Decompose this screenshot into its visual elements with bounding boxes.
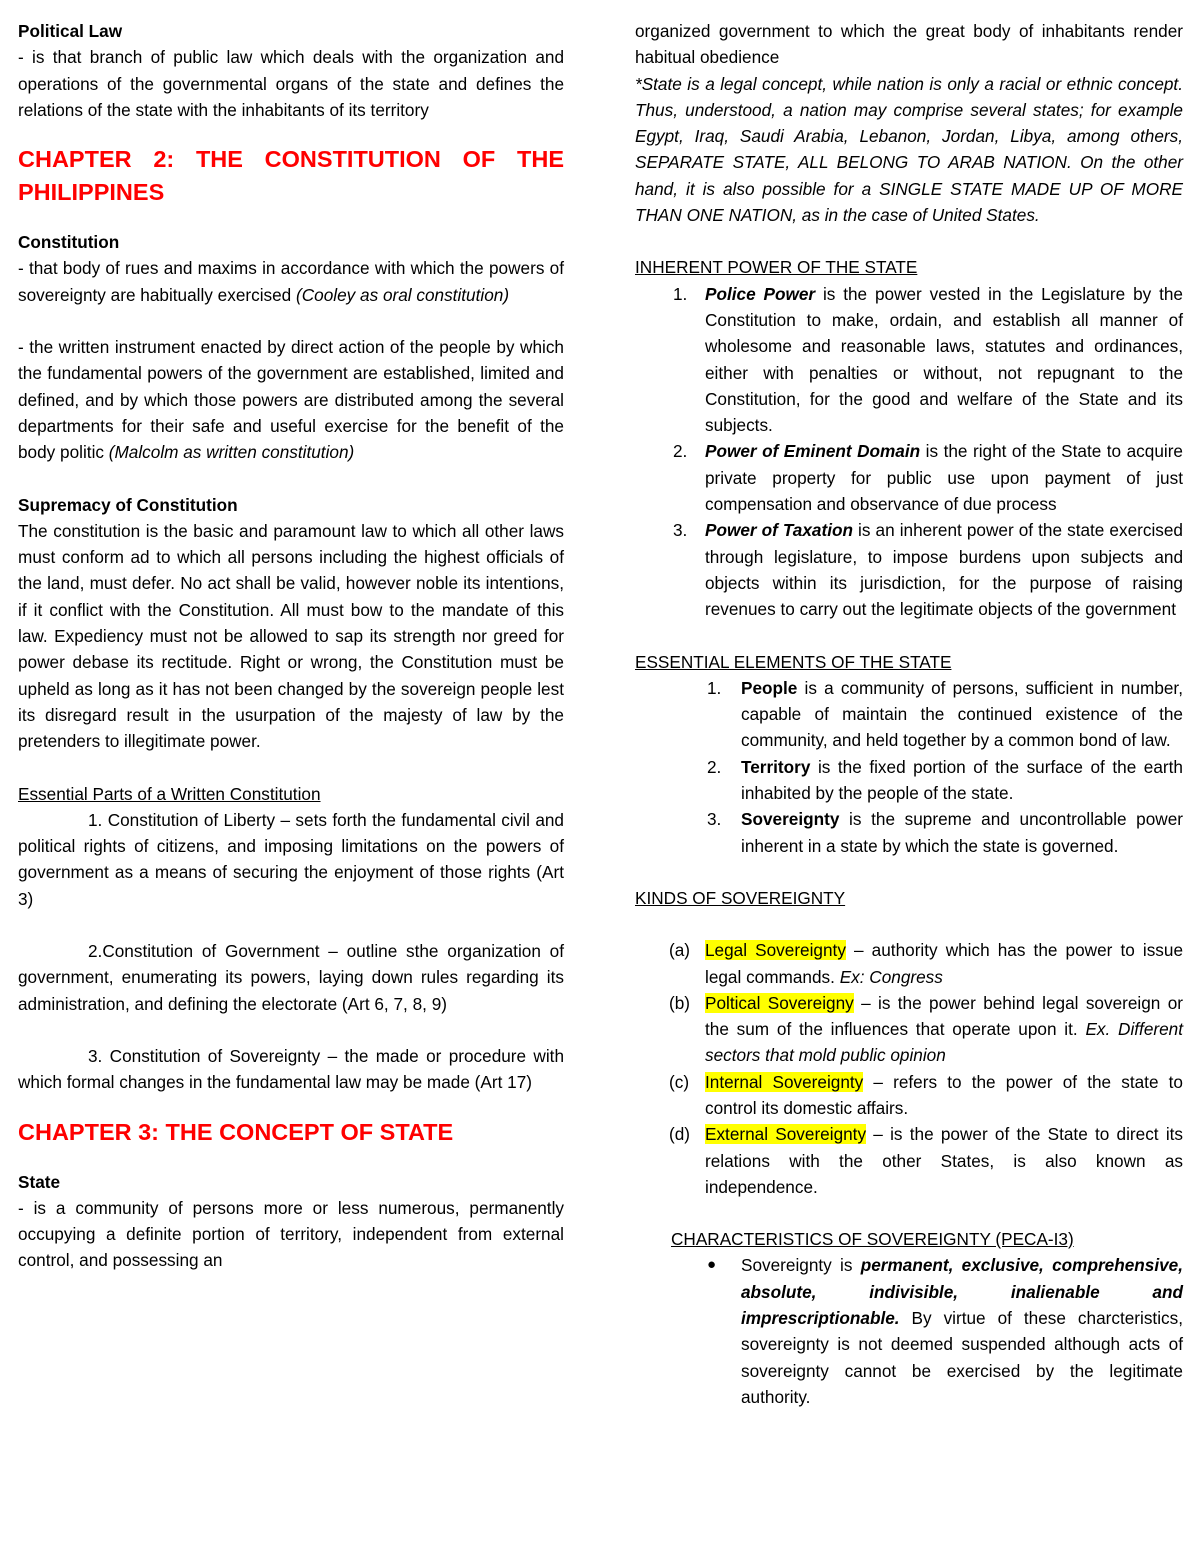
list-example: Ex: Congress	[839, 966, 943, 987]
list-text: – is the power of the State to direct its relations with the other States, is also known as independence.	[705, 1124, 1184, 1197]
essential-elements-title: ESSENTIAL ELEMENTS OF THE STATE	[635, 651, 952, 672]
list-text: is a community of persons, sufficient in number, capable of maintain the continued existence of the community, and held together by a common bond of law.	[741, 677, 1183, 751]
highlighted-term: Internal Sovereignty	[705, 1071, 864, 1092]
list-term: Police Power	[705, 283, 816, 304]
characteristics-title: CHARACTERISTICS OF SOVEREIGNTY (PECA-I3)	[671, 1229, 1074, 1250]
kinds-of-sovereignty-title: KINDS OF SOVEREIGNTY	[635, 887, 846, 908]
list-term: Power of Taxation	[705, 520, 853, 541]
list-text: – authority which has the power to issue legal commands.	[705, 940, 1184, 987]
essential-part-2: 2.Constitution of Government – outline sthe organization of government, enumerating its powers, laying down rules regarding its administration, and defining the electorate (Art 6, 7, 8, 9)	[18, 941, 564, 1014]
list-item	[635, 754, 1183, 807]
characteristics-lead: Sovereignty is	[741, 1255, 861, 1276]
left-column	[18, 18, 564, 1274]
kinds-of-sovereignty-list	[635, 937, 1183, 1200]
list-item	[635, 937, 1183, 990]
supremacy-title: Supremacy of Constitution	[18, 494, 238, 515]
constitution-def-2-text: - the written instrument enacted by direct action of the people by which the fundamental powers of the government are established, limited and defined, and by which those powers are distributed among the several departments for their safe and useful exercise for the benefit of the body politic	[18, 337, 564, 463]
constitution-title: Constitution	[18, 232, 120, 253]
right-column	[635, 18, 1183, 1410]
list-number: 3.	[673, 520, 688, 541]
highlighted-term: External Sovereignty	[705, 1124, 867, 1145]
state-text-continued: organized government to which the great body of inhabitants render habitual obedience	[635, 21, 1183, 68]
list-item	[635, 1069, 1183, 1122]
list-item	[635, 1121, 1183, 1200]
inherent-power-title: INHERENT POWER OF THE STATE	[635, 257, 918, 278]
list-text: – is the power behind legal sovereign or the sum of the influences that operate upon it.	[705, 992, 1183, 1040]
list-example: Ex. Different sectors that mold public opinion	[705, 1019, 1183, 1066]
characteristics-rest: By virtue of these charcteristics, sovereignty is not deemed suspended although acts of sovereignty cannot be exercised by the legitimate authority.	[741, 1308, 1183, 1407]
essential-parts-title: Essential Parts of a Written Constitution	[18, 783, 321, 804]
highlighted-term: Poltical Sovereigny	[705, 992, 854, 1013]
list-item	[635, 517, 1183, 622]
state-text: - is a community of persons more or less numerous, permanently occupying a definite portion of territory, independent from external control, and possessing an	[18, 1197, 564, 1271]
list-number: 2.	[707, 756, 722, 777]
list-item	[635, 806, 1183, 859]
essential-elements-list	[635, 675, 1183, 859]
list-number: (c)	[669, 1071, 690, 1092]
list-text: is the fixed portion of the surface of the earth inhabited by the people of the state.	[741, 756, 1183, 804]
constitution-def-2-cite: (Malcolm as written constitution)	[108, 442, 355, 463]
list-term: Sovereignty	[741, 809, 840, 830]
political-law-text: - is that branch of public law which deals with the organization and operations of the governmental organs of the state and defines the relations of the state with the inhabitants of its territory	[18, 47, 564, 120]
list-number: (a)	[669, 940, 691, 961]
list-number: (b)	[669, 992, 691, 1013]
list-term: Territory	[741, 756, 811, 777]
characteristics-qualities: permanent, exclusive, comprehensive, absolute, indivisible, inalienable and imprescriptionable.	[741, 1255, 1183, 1329]
highlighted-term: Legal Sovereignty	[705, 940, 846, 961]
state-nation-note: *State is a legal concept, while nation is only a racial or ethnic concept. Thus, understood, a nation may comprise several states; for example Egypt, Iraq, Saudi Arabia, Lebanon, Jordan, Libya, among others, SEPARATE STATE, ALL BELONG TO ARAB NATION. On the other hand, it is also possible for a SINGLE STATE MADE UP OF MORE THAN ONE NATION, as in the case of United States.	[635, 73, 1183, 226]
list-item	[635, 990, 1183, 1069]
list-item	[635, 438, 1183, 517]
list-term: Power of Eminent Domain	[705, 441, 921, 462]
list-text: is the right of the State to acquire private property for public use upon payment of just compensation and observance of due process	[705, 441, 1183, 515]
essential-part-1: 1. Constitution of Liberty – sets forth the fundamental civil and political rights of citizens, and imposing limitations on the powers of government as a means of securing the enjoyment of those rights (Art 3)	[18, 809, 564, 909]
list-text: is the power vested in the Legislature by the Constitution to make, ordain, and establish all manner of wholesome and reasonable laws, statutes and ordinances, either with penalties or without, not repugnant to the Constitution, for the good and welfare of the State and its subjects.	[705, 283, 1183, 436]
list-text: – refers to the power of the state to control its domestic affairs.	[705, 1071, 1183, 1118]
list-number: 2.	[673, 441, 688, 462]
list-term: People	[741, 677, 798, 698]
list-number: (d)	[669, 1124, 691, 1145]
list-number: 3.	[707, 809, 722, 830]
constitution-def-1-cite: (Cooley as oral constitution)	[296, 284, 510, 305]
essential-part-3: 3. Constitution of Sovereignty – the made or procedure with which formal changes in the fundamental law may be made (Art 17)	[18, 1045, 564, 1093]
constitution-def-2	[18, 334, 564, 465]
inherent-power-list	[635, 281, 1183, 623]
constitution-def-1	[18, 255, 564, 308]
bullet-icon: ●	[707, 1256, 717, 1274]
list-item	[635, 675, 1183, 754]
political-law-title: Political Law	[18, 21, 123, 41]
constitution-def-1-text: - that body of rues and maxims in accordance with which the powers of sovereignty are habitually exercised	[18, 258, 564, 305]
state-title: State	[18, 1171, 61, 1192]
list-text: is the supreme and uncontrollable power inherent in a state by which the state is governed.	[741, 809, 1183, 856]
supremacy-text: The constitution is the basic and paramount law to which all other laws must conform ad to which all persons including the highest officials of the land, must defer. No act shall be valid, however noble its intentions, if it conflict with the Constitution. All must bow to the mandate of this law. Expediency must not be allowed to sap its strength nor greed for power debase its rectitude. Right or wrong, the Constitution must be upheld as long as it has not been changed by the sovereign people lest its disregard result in the usurpation of the majesty of law by the pretenders to illegitimate power.	[18, 520, 564, 752]
list-number: 1.	[707, 677, 722, 698]
characteristics-bullet-item	[635, 1252, 1183, 1410]
chapter-2-title: CHAPTER 2: THE CONSTITUTION OF THE PHILIPPINES	[18, 146, 564, 206]
list-text: is an inherent power of the state exercised through legislature, to impose burdens upon subjects and objects within its jurisdiction, for the purpose of raising revenues to carry out the legitimate objects of the government	[705, 520, 1183, 620]
chapter-3-title: CHAPTER 3: THE CONCEPT OF STATE	[18, 1118, 454, 1145]
list-number: 1.	[673, 283, 688, 304]
list-item	[635, 281, 1183, 439]
